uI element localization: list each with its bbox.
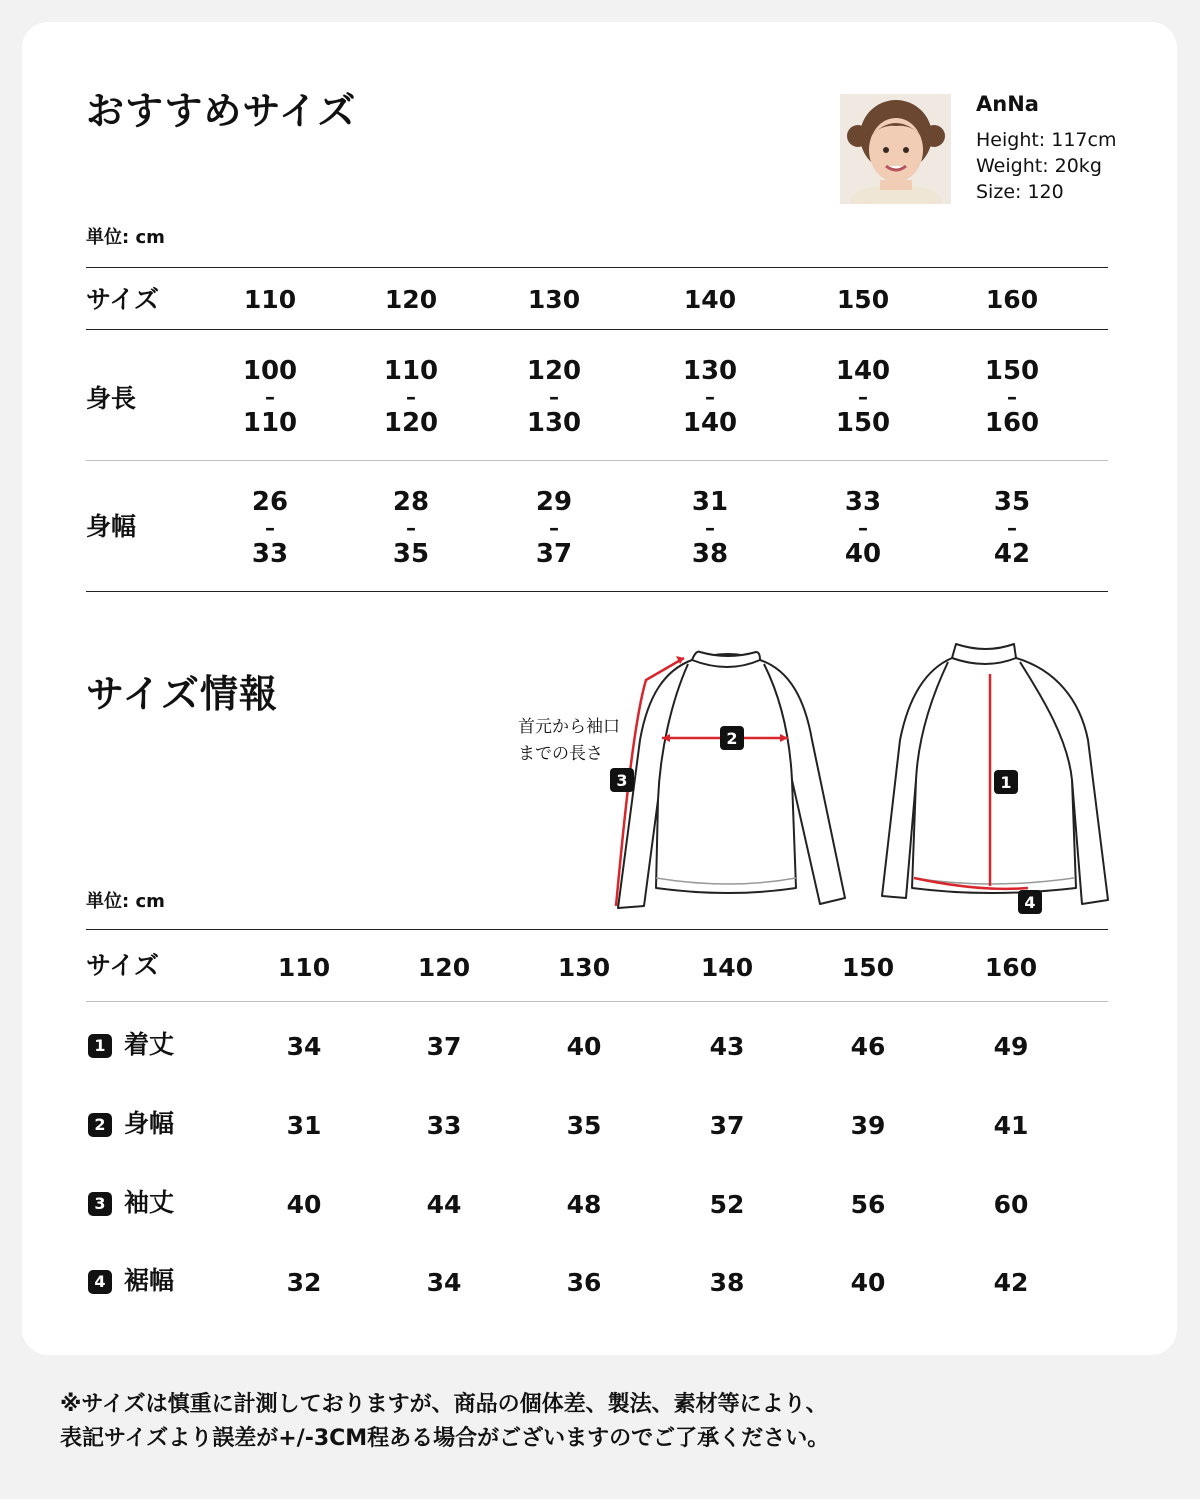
row-label-chest-width: 2 身幅 (88, 1111, 174, 1137)
height-range: 120 – 130 (526, 356, 582, 438)
diagram-badge-1 (994, 770, 1018, 794)
size-info-unit-label: 単位: cm (86, 891, 165, 912)
table-rule (86, 1001, 1108, 1002)
model-size: Size: 120 (976, 181, 1064, 203)
model-name: AnNa (976, 92, 1039, 116)
recommended-size-header: 130 (527, 285, 581, 314)
recommended-size-header: 120 (384, 285, 438, 314)
size-info-size-header: 140 (700, 953, 754, 982)
measurement-value: 46 (850, 1032, 886, 1061)
table-rule (86, 460, 1108, 461)
chest-range: 26 – 33 (251, 487, 289, 569)
chest-range: 35 – 42 (993, 487, 1031, 569)
measurement-value: 60 (993, 1190, 1029, 1219)
row-label-chest-width: 身幅 (86, 512, 137, 541)
number-badge-1: 1 (88, 1034, 112, 1058)
height-range: 110 – 120 (383, 356, 439, 438)
sleeve-note-line1: 首元から袖口 (518, 717, 620, 737)
measurement-value: 34 (286, 1032, 322, 1061)
row-label-hem-width: 4 裾幅 (88, 1268, 174, 1294)
measurement-value: 41 (993, 1111, 1029, 1140)
size-info-header-label: サイズ (86, 951, 160, 980)
model-height: Height: 117cm (976, 129, 1117, 151)
measurement-value: 42 (993, 1268, 1029, 1297)
measurement-value: 34 (426, 1268, 462, 1297)
row-label-height: 身長 (86, 384, 137, 413)
height-range: 100 – 110 (242, 356, 298, 438)
measurement-value: 38 (709, 1268, 745, 1297)
recommended-size-header: 110 (243, 285, 297, 314)
sleeve-note-line2: までの長さ (518, 744, 603, 764)
number-badge-4: 4 (88, 1270, 112, 1294)
measurement-value: 40 (566, 1032, 602, 1061)
measurement-value: 48 (566, 1190, 602, 1219)
table-rule (86, 591, 1108, 592)
diagram-badge-3 (610, 768, 634, 792)
chest-range: 28 – 35 (392, 487, 430, 569)
measurement-value: 52 (709, 1190, 745, 1219)
size-info-size-header: 150 (841, 953, 895, 982)
table-rule (86, 329, 1108, 330)
recommended-header-label: サイズ (86, 285, 160, 314)
diagram-badge-2 (720, 726, 744, 750)
measurement-value: 43 (709, 1032, 745, 1061)
measurement-value: 40 (286, 1190, 322, 1219)
measurement-value: 44 (426, 1190, 462, 1219)
shirt-measurement-diagram (600, 640, 1120, 920)
number-badge-3: 3 (88, 1192, 112, 1216)
footnote-line2: 表記サイズより誤差が+/-3CM程ある場合がございますのでご了承ください。 (60, 1426, 830, 1451)
chest-range: 33 – 40 (844, 487, 882, 569)
measurement-value: 56 (850, 1190, 886, 1219)
measurement-value: 35 (566, 1111, 602, 1140)
svg-text:2: 2 (726, 729, 738, 748)
size-info-size-header: 130 (557, 953, 611, 982)
size-info-size-header: 110 (277, 953, 331, 982)
recommended-size-header: 140 (683, 285, 737, 314)
measurement-value: 33 (426, 1111, 462, 1140)
svg-text:3: 3 (616, 771, 628, 790)
measurement-value: 37 (709, 1111, 745, 1140)
recommended-size-header: 160 (985, 285, 1039, 314)
measurement-value: 49 (993, 1032, 1029, 1061)
measurement-value: 39 (850, 1111, 886, 1140)
table-rule (86, 267, 1108, 268)
svg-text:4: 4 (1024, 893, 1036, 912)
measurement-value: 40 (850, 1268, 886, 1297)
diagram-badge-4 (1018, 890, 1042, 914)
chest-range: 29 – 37 (535, 487, 573, 569)
table-rule (86, 929, 1108, 930)
recommended-unit-label: 単位: cm (86, 227, 165, 248)
size-info-title: サイズ情報 (86, 672, 278, 716)
height-range: 140 – 150 (835, 356, 891, 438)
size-info-size-header: 160 (984, 953, 1038, 982)
number-badge-2: 2 (88, 1113, 112, 1137)
measurement-value: 36 (566, 1268, 602, 1297)
row-label-body-length: 1 着丈 (88, 1032, 174, 1058)
model-weight: Weight: 20kg (976, 155, 1102, 177)
shirt-front-outline (618, 652, 845, 908)
recommended-size-header: 150 (836, 285, 890, 314)
footnote-line1: ※サイズは慎重に計測しておりますが、商品の個体差、製法、素材等により、 (60, 1392, 828, 1417)
svg-text:1: 1 (1000, 773, 1012, 792)
measurement-value: 37 (426, 1032, 462, 1061)
row-label-sleeve-length: 3 袖丈 (88, 1190, 174, 1216)
child-portrait-icon (840, 94, 951, 204)
recommended-size-title: おすすめサイズ (86, 89, 357, 133)
height-range: 150 – 160 (984, 356, 1040, 438)
chest-range: 31 – 38 (691, 487, 729, 569)
model-photo (840, 94, 951, 204)
measurement-value: 31 (286, 1111, 322, 1140)
size-info-size-header: 120 (417, 953, 471, 982)
height-range: 130 – 140 (682, 356, 738, 438)
measurement-value: 32 (286, 1268, 322, 1297)
